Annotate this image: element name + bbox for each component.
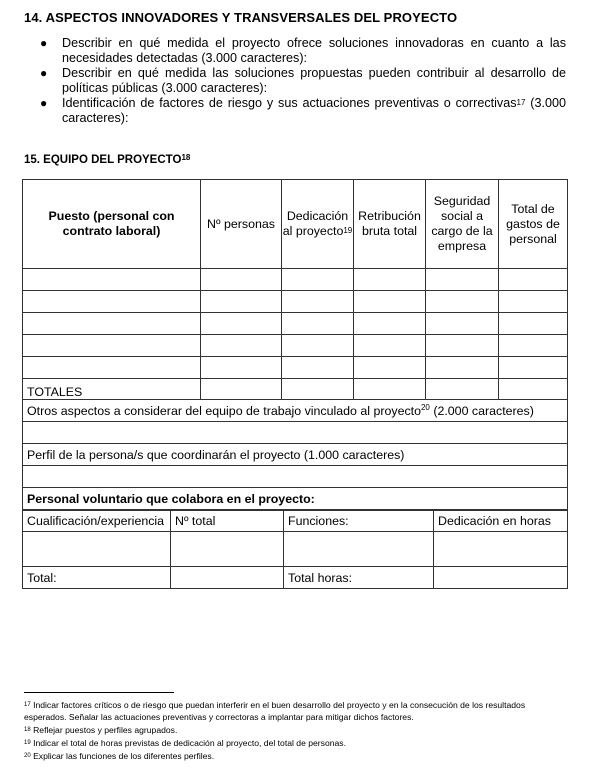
- bullet-icon: ●: [40, 66, 48, 80]
- bullet-icon: ●: [40, 36, 48, 50]
- table-cell[interactable]: [201, 291, 282, 313]
- table-cell[interactable]: [23, 313, 201, 335]
- footnote: [24, 751, 569, 763]
- table-cell[interactable]: [354, 291, 426, 313]
- column-header-seguridad-social: Seguridad social a cargo de la empresa: [426, 180, 499, 269]
- total-hours-label: Total horas:: [284, 567, 434, 589]
- table-cell[interactable]: [426, 335, 499, 357]
- table-row: [23, 532, 568, 567]
- bullet-text-after: (3.000 caracteres):: [62, 96, 566, 125]
- other-aspects-field[interactable]: [23, 422, 568, 444]
- footnote-text: Indicar factores críticos o de riesgo que puedan interferir en el buen desarrollo del proyecto y en la consecución de los resultados esperados. Señalar las actuaciones preventivas y correctoras a implantar para mitigar dichos factores.: [24, 700, 526, 722]
- table-cell[interactable]: [201, 357, 282, 379]
- footnote-number: 17: [24, 702, 31, 708]
- table-cell[interactable]: [23, 335, 201, 357]
- label-text-after: (2.000 caracteres): [429, 403, 534, 418]
- table-cell[interactable]: [426, 269, 499, 291]
- total-label: Total:: [23, 567, 171, 589]
- table-cell[interactable]: [23, 291, 201, 313]
- footnote-text: Explicar las funciones de los diferentes perfiles.: [33, 750, 215, 761]
- team-table-header-row: [23, 180, 568, 269]
- table-cell[interactable]: [282, 269, 354, 291]
- totals-row: [23, 379, 568, 400]
- section-14-bullet-list: [38, 36, 566, 126]
- table-row: [23, 269, 568, 291]
- footnote-ref: 17: [516, 98, 526, 107]
- table-row: [23, 291, 568, 313]
- footnote: [24, 700, 569, 723]
- section-15-title: 15. EQUIPO DEL PROYECTO: [24, 154, 182, 166]
- table-cell[interactable]: [499, 379, 568, 400]
- table-cell[interactable]: [201, 379, 282, 400]
- profile-input-row: [23, 466, 568, 488]
- table-cell[interactable]: [282, 357, 354, 379]
- table-cell[interactable]: [499, 269, 568, 291]
- table-cell[interactable]: [23, 269, 201, 291]
- table-cell[interactable]: [282, 313, 354, 335]
- column-header-num-personas: Nº personas: [201, 180, 282, 269]
- column-header-num-total: Nº total: [171, 511, 284, 532]
- table-cell[interactable]: [354, 357, 426, 379]
- table-cell[interactable]: [171, 532, 284, 567]
- table-cell[interactable]: [499, 313, 568, 335]
- table-cell[interactable]: [354, 313, 426, 335]
- table-cell[interactable]: [23, 357, 201, 379]
- totals-label: TOTALES: [23, 379, 201, 400]
- table-cell[interactable]: [499, 335, 568, 357]
- footnote-divider: [24, 692, 174, 693]
- table-cell[interactable]: [171, 567, 284, 589]
- footnote-ref: 19: [343, 226, 353, 235]
- column-header-funciones: Funciones:: [284, 511, 434, 532]
- bullet-item: [38, 36, 566, 66]
- profile-row: [23, 444, 568, 466]
- section-14-heading: 14. ASPECTOS INNOVADORES Y TRANSVERSALES DEL PROYECTO: [24, 10, 458, 25]
- table-cell[interactable]: [426, 357, 499, 379]
- volunteer-heading: Personal voluntario que colabora en el proyecto:: [23, 488, 568, 510]
- column-header-retribucion: Retribución bruta total: [354, 180, 426, 269]
- table-cell[interactable]: [284, 532, 434, 567]
- footnote-text: Reflejar puestos y perfiles agrupados.: [33, 724, 178, 735]
- table-row: [23, 335, 568, 357]
- other-aspects-row: [23, 400, 568, 422]
- table-cell[interactable]: [201, 313, 282, 335]
- footnote-ref: 20: [420, 402, 430, 412]
- footnote-ref: 18: [181, 153, 191, 162]
- table-cell[interactable]: [354, 335, 426, 357]
- table-cell[interactable]: [426, 379, 499, 400]
- column-header-puesto: Puesto (personal con contrato laboral): [23, 180, 201, 269]
- volunteer-table: [22, 510, 568, 589]
- volunteer-header-row: [23, 511, 568, 532]
- table-cell[interactable]: [499, 291, 568, 313]
- bullet-item: [38, 96, 566, 126]
- footnote-text: Indicar el total de horas previstas de dedicación al proyecto, del total de personas.: [33, 737, 346, 748]
- bullet-text: Describir en qué medida el proyecto ofrece soluciones innovadoras en cuanto a las necesidades detectadas (3.000 caracteres):: [62, 36, 566, 65]
- footnotes: [24, 700, 569, 764]
- label-text: Otros aspectos a considerar del equipo de trabajo vinculado al proyecto: [27, 403, 421, 418]
- bullet-icon: ●: [40, 96, 48, 110]
- column-header-dedicacion: [282, 180, 354, 269]
- team-table: [22, 179, 568, 510]
- other-aspects-input-row: [23, 422, 568, 444]
- header-text: Dedicación al proyecto: [282, 209, 349, 238]
- footnote-number: 19: [24, 739, 31, 746]
- table-cell[interactable]: [201, 269, 282, 291]
- footnote: [24, 738, 569, 750]
- table-cell[interactable]: [434, 567, 568, 589]
- other-aspects-label: [23, 400, 568, 422]
- column-header-dedicacion-horas: Dedicación en horas: [434, 511, 568, 532]
- footnote-number: 18: [24, 726, 31, 733]
- volunteer-heading-row: [23, 488, 568, 510]
- table-cell[interactable]: [354, 379, 426, 400]
- footnote-number: 20: [24, 752, 31, 759]
- footnote: [24, 725, 569, 737]
- table-row: [23, 313, 568, 335]
- bullet-text: Describir en qué medida las soluciones propuestas pueden contribuir al desarrollo de políticas públicas (3.000 caracteres):: [62, 66, 566, 95]
- table-cell[interactable]: [499, 357, 568, 379]
- column-header-total-gastos: Total de gastos de personal: [499, 180, 568, 269]
- table-cell[interactable]: [23, 532, 171, 567]
- table-cell[interactable]: [282, 291, 354, 313]
- table-cell[interactable]: [426, 313, 499, 335]
- table-cell[interactable]: [426, 291, 499, 313]
- volunteer-total-row: [23, 567, 568, 589]
- profile-field[interactable]: [23, 466, 568, 488]
- column-header-cualificacion: Cualificación/experiencia: [23, 511, 171, 532]
- table-cell[interactable]: [354, 269, 426, 291]
- bullet-text: Identificación de factores de riesgo y sus actuaciones preventivas o correctivas: [62, 96, 517, 110]
- table-cell[interactable]: [282, 335, 354, 357]
- section-15-heading: [24, 154, 190, 166]
- profile-label: Perfil de la persona/s que coordinarán el proyecto (1.000 caracteres): [23, 444, 568, 466]
- table-row: [23, 357, 568, 379]
- bullet-item: [38, 66, 566, 96]
- table-cell[interactable]: [282, 379, 354, 400]
- table-cell[interactable]: [434, 532, 568, 567]
- table-cell[interactable]: [201, 335, 282, 357]
